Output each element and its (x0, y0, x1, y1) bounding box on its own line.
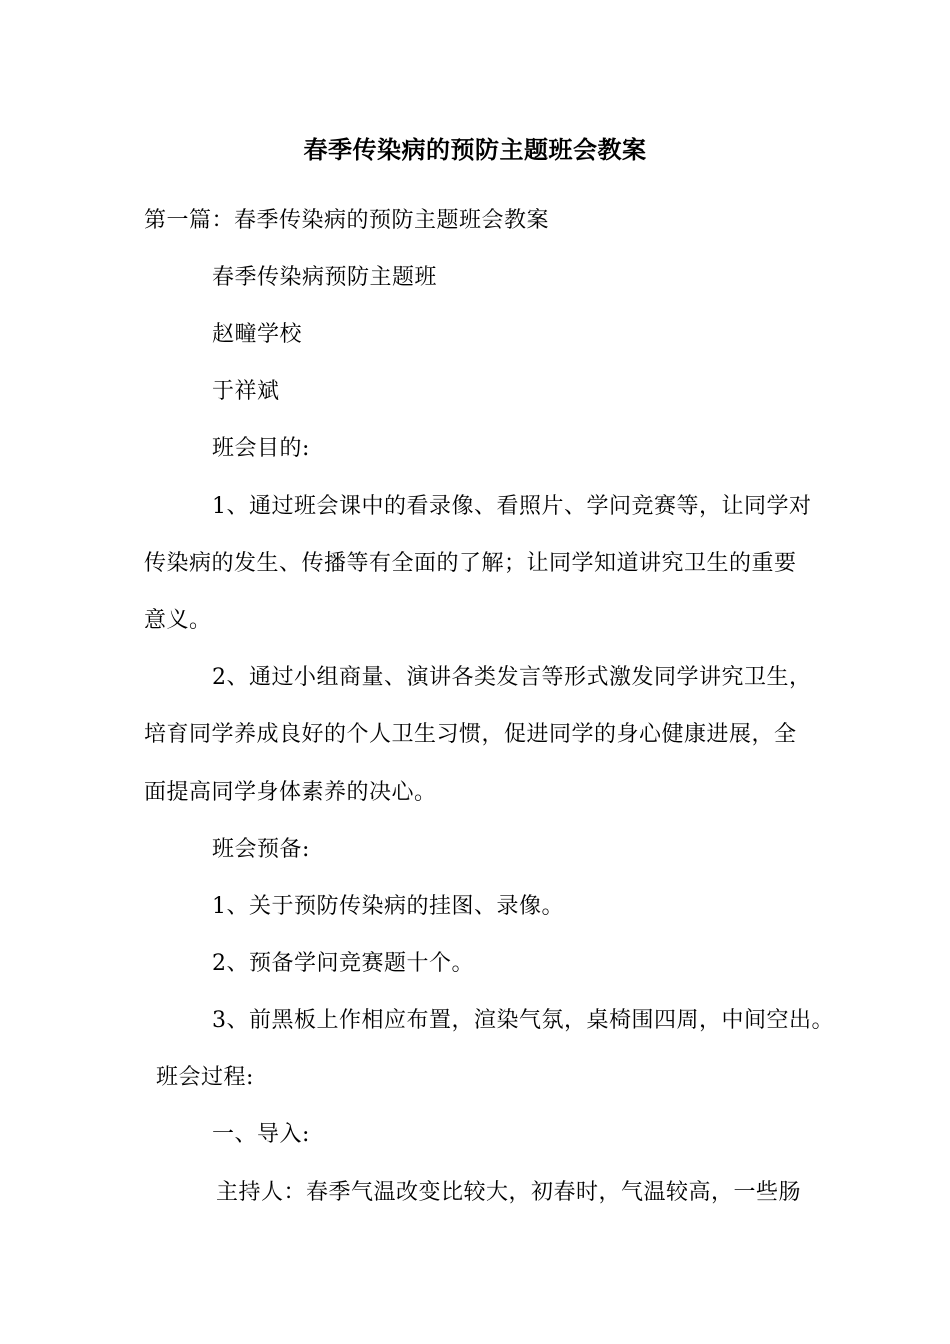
school-name: 赵疃学校 (212, 322, 303, 347)
preparation-heading: 班会预备: (212, 837, 310, 862)
paragraph-line: 主持人：春季气温改变比较大，初春时，气温较高，一些肠 (216, 1180, 802, 1205)
purpose-heading: 班会目的: (212, 436, 310, 461)
author-name: 于祥斌 (212, 379, 280, 404)
intro-heading: 一、导入: (212, 1122, 310, 1147)
section-heading: 第一篇：春季传染病的预防主题班会教案 (144, 208, 550, 233)
subtitle-line: 春季传染病预防主题班 (212, 265, 438, 290)
paragraph-line: 意义。 (144, 608, 212, 633)
paragraph-line: 培育同学养成良好的个人卫生习惯，促进同学的身心健康进展，全 (144, 722, 797, 747)
list-item: 2、预备学问竞赛题十个。 (212, 951, 474, 976)
list-item: 1、关于预防传染病的挂图、录像。 (212, 894, 564, 919)
paragraph-line: 面提高同学身体素养的决心。 (144, 780, 437, 805)
document-title: 春季传染病的预防主题班会教案 (303, 135, 647, 164)
paragraph-line: 1、通过班会课中的看录像、看照片、学问竞赛等，让同学对 (212, 494, 812, 519)
paragraph-line: 传染病的发生、传播等有全面的了解；让同学知道讲究卫生的重要 (144, 551, 797, 576)
paragraph-line: 2、通过小组商量、演讲各类发言等形式激发同学讲究卫生， (212, 665, 812, 690)
list-item: 3、前黑板上作相应布置，渲染气氛，桌椅围四周，中间空出。 (212, 1008, 834, 1033)
process-heading: 班会过程: (156, 1065, 254, 1090)
